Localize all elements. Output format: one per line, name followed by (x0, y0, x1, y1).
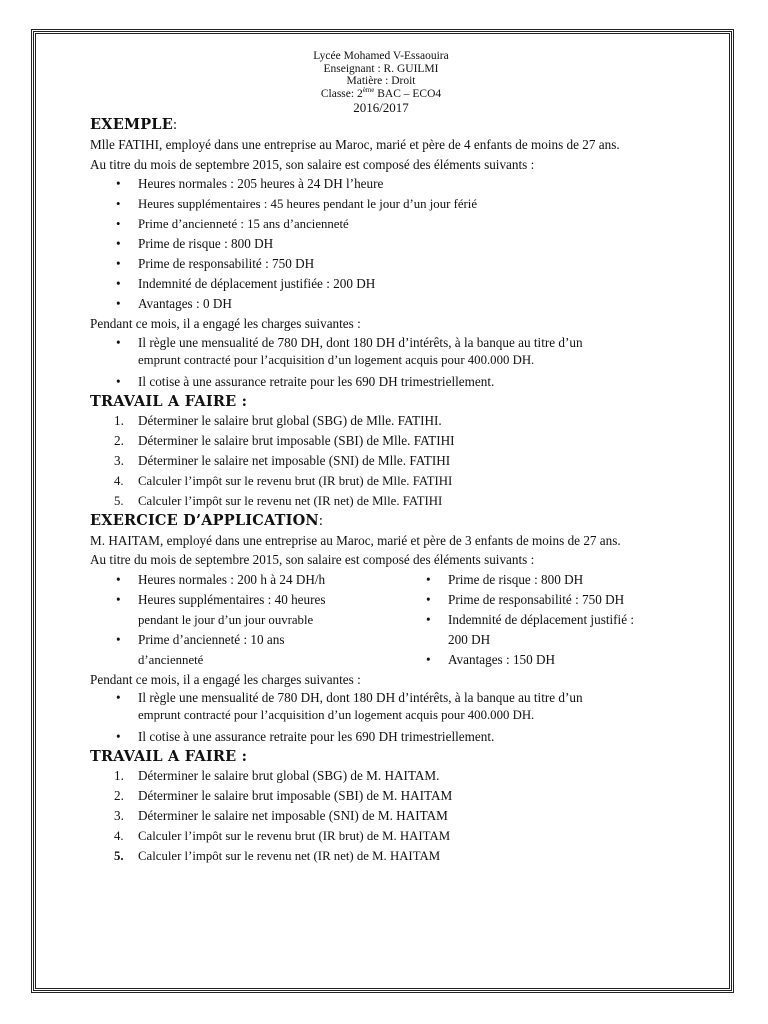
exercice-salary-columns (90, 570, 702, 670)
exercice-salary-left (90, 570, 412, 670)
list-item: • Heures supplémentaires : 40 heures pendant le jour d’un jour ouvrable (116, 591, 326, 627)
subject-name: Matière : Droit (346, 75, 416, 87)
travail-list-1 (90, 411, 702, 511)
travail-list-2 (90, 766, 702, 866)
list-item: • Prime de risque : 800 DH (426, 571, 584, 587)
document-header (60, 50, 702, 115)
list-item: • Indemnité de déplacement justifié : 200 DH (426, 611, 635, 647)
list-item: 5. Calculer l’impôt sur le revenu net (IR net) de Mlle. FATIHI (114, 493, 443, 508)
list-item: 4. Calculer l’impôt sur le revenu brut (IR brut) de M. HAITAM (114, 829, 451, 843)
list-item: • Il règle une mensualité de 780 DH, dont 180 DH d’intérêts, à la banque au titre d’un emprunt contracté pour l’acquisition d’un logement acquis pour 400.000 DH. (116, 690, 583, 722)
list-item: 4. Calculer l’impôt sur le revenu brut (IR brut) de Mlle. FATIHI (114, 473, 453, 488)
exercice-salary-list-left (90, 570, 412, 670)
list-item: 1. Déterminer le salaire brut global (SBG) de Mlle. FATIHI. (114, 412, 442, 428)
exemple-salary-list (90, 174, 702, 314)
list-item: • Heures supplémentaires : 45 heures pendant le jour d’un jour férié (116, 197, 478, 211)
exemple-charges-intro: Pendant ce mois, il a engagé les charges suivantes : (90, 316, 361, 331)
document-content (90, 50, 702, 866)
list-item: 3. Déterminer le salaire net imposable (SNI) de M. HAITAM (114, 808, 448, 823)
exercice-salary-right (412, 570, 702, 670)
list-item: 5. Calculer l’impôt sur le revenu net (IR net) de M. HAITAM (114, 849, 441, 863)
list-item: • Indemnité de déplacement justifiée : 200 DH (116, 276, 376, 291)
list-item: • Prime d’ancienneté : 15 ans d’ancienneté (116, 217, 349, 231)
exercice-intro: M. HAITAM, employé dans une entreprise au Maroc, marié et père de 3 enfants de moins de 27 ans. (90, 532, 621, 548)
list-item: 1. Déterminer le salaire brut global (SBG) de M. HAITAM. (114, 768, 440, 783)
list-item: • Avantages : 150 DH (426, 651, 556, 667)
exemple-heading: EXEMPLE: (90, 116, 178, 133)
travail-heading-2: TRAVAIL A FAIRE : (90, 748, 248, 765)
list-item: • Prime d’ancienneté : 10 ans d’ancienneté (116, 631, 285, 667)
list-item: • Heures normales : 200 h à 24 DH/h (116, 571, 326, 587)
list-item: • Avantages : 0 DH (116, 296, 232, 311)
exemple-charges-list (90, 334, 702, 392)
exercice-salary-intro: Au titre du mois de septembre 2015, son salaire est composé des éléments suivants : (90, 552, 535, 567)
list-item: • Il cotise à une assurance retraite pour les 690 DH trimestriellement. (116, 729, 495, 744)
list-item: 3. Déterminer le salaire net imposable (SNI) de Mlle. FATIHI (114, 452, 451, 468)
list-item: • Prime de risque : 800 DH (116, 236, 274, 251)
exemple-intro: Mlle FATIHI, employé dans une entreprise au Maroc, marié et père de 4 enfants de moins de 27 ans. (90, 137, 620, 152)
list-item: • Prime de responsabilité : 750 DH (116, 256, 315, 271)
list-item: 2. Déterminer le salaire brut imposable (SBI) de M. HAITAM (114, 788, 453, 803)
list-item: 2. Déterminer le salaire brut imposable (SBI) de Mlle. FATIHI (114, 432, 455, 448)
school-year: 2016/2017 (353, 100, 409, 115)
list-item: • Heures normales : 205 heures à 24 DH l’heure (116, 176, 384, 191)
class-name: Classe: 2ème BAC – ECO4 (320, 85, 442, 100)
exercice-charges-list (90, 689, 702, 747)
exercice-charges-intro: Pendant ce mois, il a engagé les charges suivantes : (90, 671, 361, 687)
list-item: • Il cotise à une assurance retraite pour les 690 DH trimestriellement. (116, 373, 495, 389)
exemple-salary-intro: Au titre du mois de septembre 2015, son salaire est composé des éléments suivants : (90, 156, 535, 172)
teacher-name: Enseignant : R. GUILMI (323, 62, 439, 75)
travail-heading-1: TRAVAIL A FAIRE : (90, 392, 248, 410)
school-name: Lycée Mohamed V-Essaouira (313, 50, 449, 62)
list-item: • Prime de responsabilité : 750 DH (426, 591, 625, 607)
exercice-salary-list-right (412, 570, 702, 670)
exercice-heading: EXERCICE D’APPLICATION: (90, 511, 324, 529)
list-item: • Il règle une mensualité de 780 DH, dont 180 DH d’intérêts, à la banque au titre d’un emprunt contracté pour l’acquisition d’un logement acquis pour 400.000 DH. (116, 334, 583, 367)
